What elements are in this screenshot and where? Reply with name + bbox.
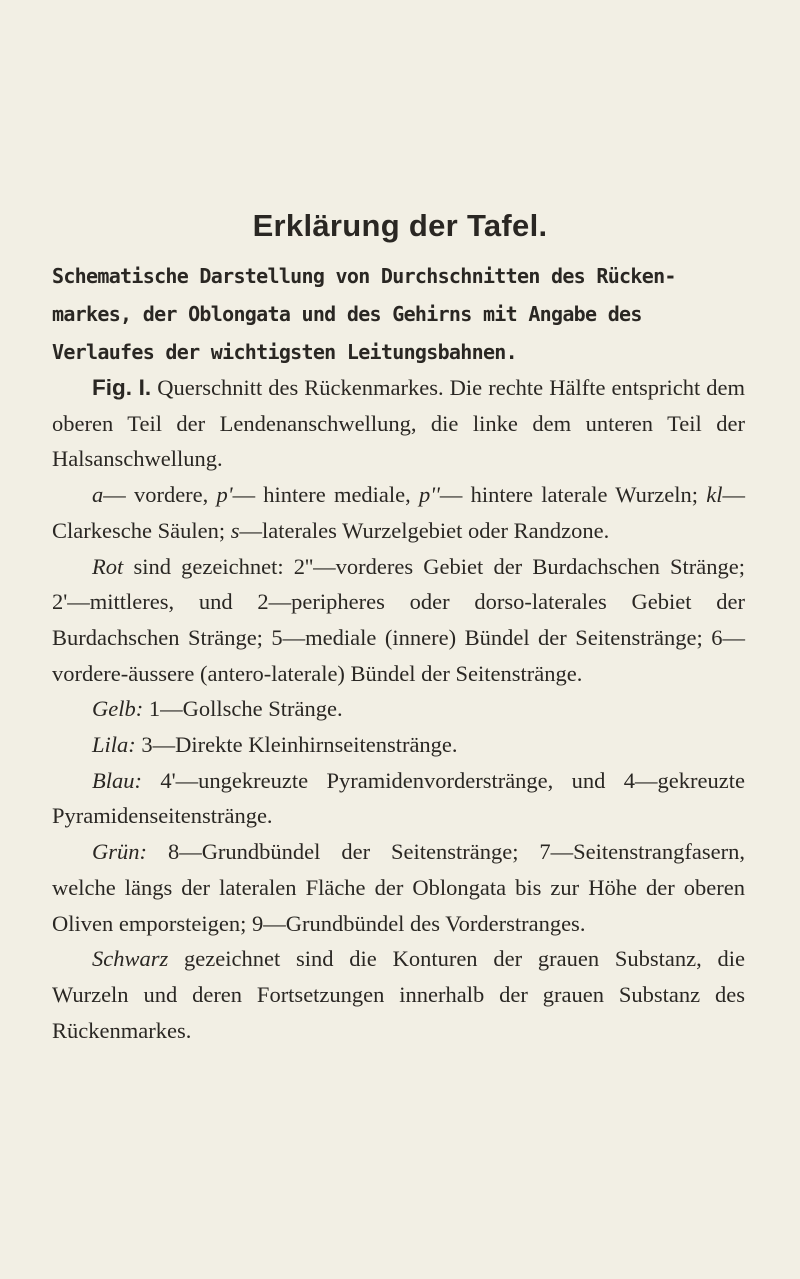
paragraph-text: —laterales Wurzelgebiet oder Randzone. xyxy=(239,517,610,543)
color-label-lila: Lila: xyxy=(92,732,136,758)
symbol-a: a xyxy=(92,482,104,508)
paragraph-text: —Clarkesche Säulen; xyxy=(52,482,745,543)
paragraph-text: sind gezeichnet: 2''—vorderes Gebiet der Burdachschen Stränge; 2'—mittleres, und 2—peripheres oder dorso-laterales Gebiet der Burdachschen Stränge; 5—mediale (innere) Bündel der Seitenstränge; 6—vordere-äussere (antero-laterale) Bündel der Seitenstränge. xyxy=(52,553,745,686)
figure-label: Fig. I. xyxy=(92,375,152,400)
paragraph-roots xyxy=(52,477,745,548)
symbol-s: s xyxy=(230,517,240,543)
paragraph-gelb xyxy=(52,691,745,727)
subtitle-line: Schematische Darstellung von Durchschnitten des Rücken- xyxy=(52,264,676,288)
color-label-rot: Rot xyxy=(92,553,124,579)
paragraph-text: 8—Grundbündel der Seitenstränge; 7—Seitenstrangfasern, welche längs der lateralen Fläche der Oblongata bis zur Höhe der oberen Oliven emporsteigen; 9—Grundbündel des Vorderstranges. xyxy=(52,839,745,936)
paragraph-fig1 xyxy=(52,370,745,477)
color-label-gruen: Grün: xyxy=(92,839,147,865)
paragraph-text: — hintere laterale Wurzeln; xyxy=(439,482,707,508)
paragraph-text: 1—Gollsche Stränge. xyxy=(143,696,343,722)
subtitle-line: Verlaufes der wichtigsten Leitungsbahnen. xyxy=(52,340,517,364)
symbol-p1: p' xyxy=(216,482,233,508)
paragraph-rot xyxy=(52,549,745,692)
paragraph-text: 3—Direkte Kleinhirnseitenstränge. xyxy=(135,732,458,758)
paragraph-blau xyxy=(52,763,745,834)
color-label-schwarz: Schwarz xyxy=(92,946,169,972)
paragraph-text: 4'—ungekreuzte Pyramidenvorderstränge, und 4—gekreuzte Pyramidenseitenstränge. xyxy=(52,767,745,829)
subtitle-line: markes, der Oblongata und des Gehirns mit Angabe des xyxy=(52,302,642,326)
subtitle xyxy=(52,257,747,371)
paragraph-text: — hintere mediale, xyxy=(232,482,419,508)
paragraph-text: Querschnitt des Rückenmarkes. Die rechte Hälfte entspricht dem oberen Teil der Lendenanschwellung, die linke dem unteren Teil der Halsanschwellung. xyxy=(52,375,746,472)
color-label-gelb: Gelb: xyxy=(92,696,144,722)
symbol-kl: kl xyxy=(706,482,723,508)
color-label-blau: Blau: xyxy=(92,767,142,793)
paragraph-text: — vordere, xyxy=(103,482,217,508)
page-title: Erklärung der Tafel. xyxy=(252,208,548,243)
explanation-body xyxy=(52,370,745,1048)
paragraph-gruen xyxy=(52,834,745,941)
paragraph-schwarz xyxy=(52,941,745,1048)
paragraph-text: gezeichnet sind die Konturen der grauen Substanz, die Wurzeln und deren Fortsetzungen innerhalb der grauen Substanz des Rückenmarkes. xyxy=(52,946,745,1043)
symbol-p2: p'' xyxy=(418,482,440,508)
paragraph-lila xyxy=(52,727,745,763)
